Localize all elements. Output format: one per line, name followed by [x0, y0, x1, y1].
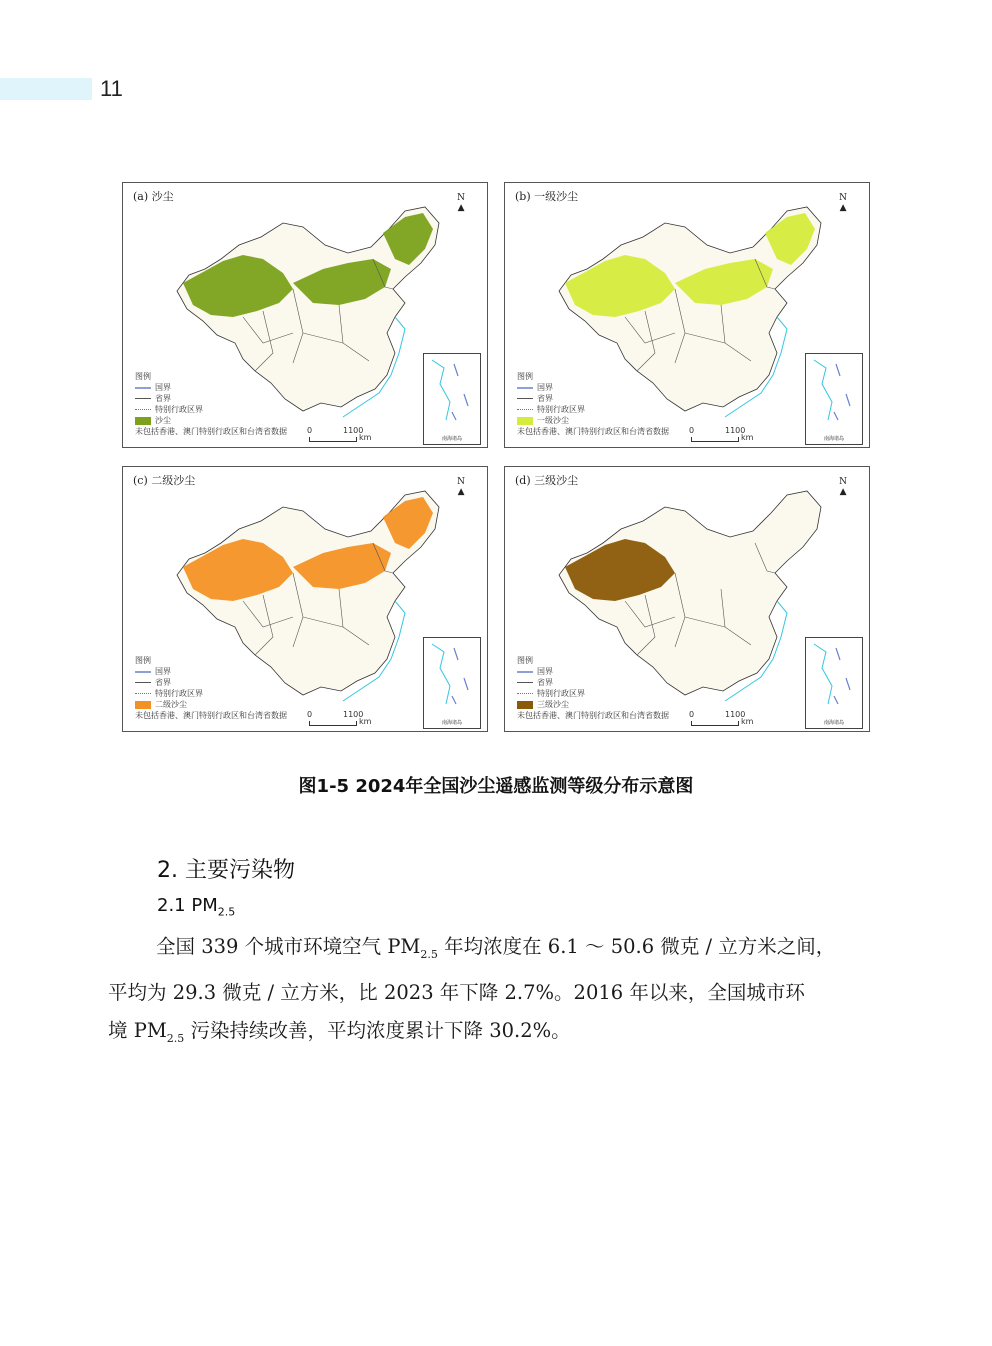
legend-swatch [517, 693, 533, 694]
legend-text: 未包括香港、澳门特别行政区和台湾省数据 [135, 711, 287, 720]
legend-text: 未包括香港、澳门特别行政区和台湾省数据 [135, 427, 287, 436]
legend-row [517, 688, 669, 699]
body-paragraph [108, 928, 884, 1058]
text-sub: 2.5 [166, 1031, 185, 1045]
text-span: 污染持续改善，平均浓度累计下降 30.2%。 [184, 1018, 571, 1042]
legend-swatch [517, 701, 533, 709]
legend-text: 省界 [155, 678, 171, 687]
header-accent-bar [0, 78, 92, 100]
scale-value: 1100 [343, 426, 364, 435]
legend-row [135, 710, 287, 721]
south-china-sea-inset [805, 353, 863, 445]
legend-swatch [517, 671, 533, 673]
text-span: 境 PM [108, 1018, 167, 1042]
legend-text: 三级沙尘 [537, 700, 569, 709]
legend-row [135, 688, 287, 699]
panel-title: (d) 三级沙尘 [515, 474, 579, 487]
legend-row [517, 699, 669, 710]
legend-text: 图例 [135, 372, 151, 381]
legend-row [517, 404, 669, 415]
legend-swatch [517, 409, 533, 410]
legend-row [517, 666, 669, 677]
scale-unit: km [741, 433, 754, 442]
legend-text: 图例 [517, 656, 533, 665]
map-legend [135, 655, 287, 721]
legend-text: 图例 [517, 372, 533, 381]
legend-swatch [135, 682, 151, 683]
legend-text: 未包括香港、澳门特别行政区和台湾省数据 [517, 427, 669, 436]
legend-row [135, 404, 287, 415]
north-arrow-icon: N ▲ [839, 477, 847, 497]
legend-row [517, 426, 669, 437]
scale-value: 1100 [725, 426, 746, 435]
inset-label: 南海诸岛 [823, 720, 844, 726]
legend-row [135, 666, 287, 677]
legend-text: 省界 [537, 678, 553, 687]
scale-unit: km [359, 433, 372, 442]
legend-swatch [517, 387, 533, 389]
legend-row [135, 382, 287, 393]
legend-text: 一级沙尘 [537, 416, 569, 425]
legend-row [517, 655, 669, 666]
map-panel-d [504, 466, 870, 732]
map-legend [517, 371, 669, 437]
inset-label: 南海诸岛 [441, 436, 462, 442]
legend-text: 二级沙尘 [155, 700, 187, 709]
north-label: N [457, 477, 465, 487]
legend-swatch [517, 398, 533, 399]
scale-zero: 0 [307, 426, 313, 435]
legend-swatch [517, 682, 533, 683]
section-heading: 2. 主要污染物 [157, 858, 295, 883]
subsection-prefix: 2.1 PM [157, 895, 218, 916]
scale-zero: 0 [307, 710, 313, 719]
figure-caption: 图1-5 2024年全国沙尘遥感监测等级分布示意图 [298, 776, 694, 797]
text-span: 年均浓度在 6.1 ～ 50.6 微克 / 立方米之间， [437, 935, 836, 958]
subsection-sub: 2.5 [217, 905, 236, 919]
legend-row [517, 382, 669, 393]
north-label: N [457, 193, 465, 203]
legend-row [517, 393, 669, 404]
paragraph-line-2: 平均为 29.3 微克 / 立方米，比 2023 年下降 2.7%。2016 年以来，全国城市环 [108, 980, 805, 1004]
legend-row [517, 415, 669, 426]
legend-swatch [135, 409, 151, 410]
scale-value: 1100 [343, 710, 364, 719]
legend-swatch [135, 398, 151, 399]
legend-text: 特别行政区界 [537, 689, 585, 698]
legend-row [135, 415, 287, 426]
page-number: 11 [100, 76, 123, 101]
legend-text: 国界 [537, 667, 553, 676]
scale-unit: km [741, 717, 754, 726]
north-arrow-icon: N ▲ [457, 193, 465, 213]
panel-title: (c) 二级沙尘 [133, 474, 196, 487]
legend-text: 国界 [537, 383, 553, 392]
subsection-heading [157, 895, 235, 919]
legend-text: 国界 [155, 667, 171, 676]
map-legend [135, 371, 287, 437]
north-arrow-icon: N ▲ [839, 193, 847, 213]
panel-title: (a) 沙尘 [133, 190, 174, 203]
legend-text: 特别行政区界 [537, 405, 585, 414]
legend-swatch [135, 701, 151, 709]
paragraph-line-1 [108, 928, 884, 974]
map-panel-c [122, 466, 488, 732]
legend-text: 省界 [537, 394, 553, 403]
north-label: N [839, 477, 847, 487]
south-china-sea-inset [423, 353, 481, 445]
legend-text: 国界 [155, 383, 171, 392]
north-arrow-icon: N ▲ [457, 477, 465, 497]
text-sub: 2.5 [420, 947, 438, 961]
south-china-sea-inset [423, 637, 481, 729]
legend-swatch [135, 387, 151, 389]
legend-text: 特别行政区界 [155, 689, 203, 698]
map-panel-a [122, 182, 488, 448]
legend-text: 图例 [135, 656, 151, 665]
legend-text: 特别行政区界 [155, 405, 203, 414]
inset-label: 南海诸岛 [823, 436, 844, 442]
map-legend [517, 655, 669, 721]
legend-row [135, 655, 287, 666]
legend-swatch [135, 417, 151, 425]
scale-zero: 0 [689, 426, 695, 435]
legend-text: 省界 [155, 394, 171, 403]
legend-row [517, 677, 669, 688]
legend-row [135, 677, 287, 688]
legend-row [135, 393, 287, 404]
legend-swatch [135, 671, 151, 673]
legend-text: 沙尘 [155, 416, 171, 425]
legend-row [135, 426, 287, 437]
figure-grid [122, 182, 872, 734]
north-label: N [839, 193, 847, 203]
scale-value: 1100 [725, 710, 746, 719]
legend-row [517, 371, 669, 382]
panel-title: (b) 一级沙尘 [515, 190, 579, 203]
paragraph-line-3 [108, 1012, 884, 1058]
text-span: 全国 339 个城市环境空气 PM [156, 935, 421, 958]
south-china-sea-inset [805, 637, 863, 729]
inset-label: 南海诸岛 [441, 720, 462, 726]
legend-swatch [135, 693, 151, 694]
legend-row [135, 371, 287, 382]
legend-swatch [517, 417, 533, 425]
legend-text: 未包括香港、澳门特别行政区和台湾省数据 [517, 711, 669, 720]
scale-unit: km [359, 717, 372, 726]
scale-zero: 0 [689, 710, 695, 719]
map-panel-b [504, 182, 870, 448]
legend-row [517, 710, 669, 721]
legend-row [135, 699, 287, 710]
